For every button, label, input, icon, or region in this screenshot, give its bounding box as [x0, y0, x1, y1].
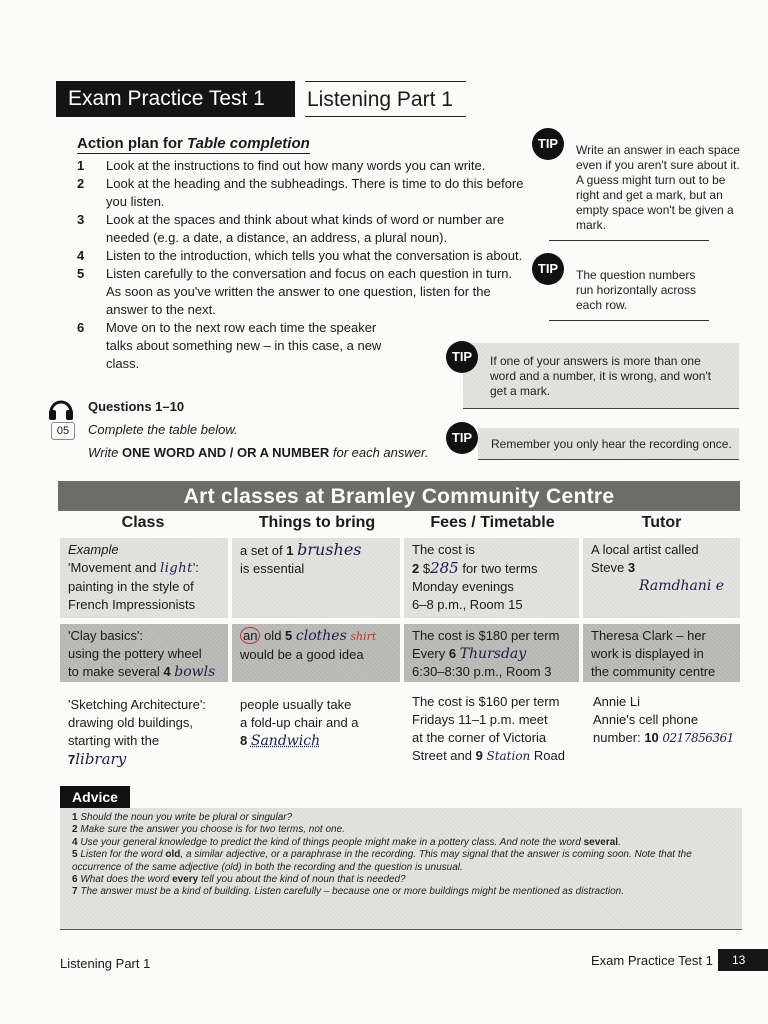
- handwritten-answer: brushes: [297, 540, 362, 559]
- tip-text-3: If one of your answers is more than one word and a number, it is wrong, and won't get a mark.: [490, 354, 712, 398]
- cell-text: Steve: [591, 560, 628, 575]
- cell-text: number:: [593, 730, 645, 745]
- question-number: 9: [475, 748, 483, 763]
- advice-text: , a similar adjective, or a paraphrase in the recording. This may signal that the answer is coming soon. Note that the occurrence of the same adjective (old) in both the recording and the question is unusual.: [72, 849, 692, 873]
- question-number: 4: [163, 664, 171, 679]
- column-header-class: Class: [121, 514, 165, 531]
- cell-text: Road: [530, 748, 565, 763]
- cell-text: using the pottery wheel: [68, 646, 202, 661]
- question-number: 10: [644, 730, 659, 745]
- step-text: Look at the instructions to find out how many words you can write.: [106, 158, 486, 173]
- action-plan-title-italic: Table completion: [187, 135, 310, 152]
- advice-number: 6: [72, 874, 78, 886]
- cell-text: 6:30–8:30 p.m., Room 3: [412, 664, 552, 679]
- tip-badge-1: TIP: [532, 128, 564, 160]
- questions-title: Questions 1–10: [88, 399, 185, 414]
- advice-item: [72, 824, 730, 836]
- tip-text-2: The question numbers run horizontally across each row.: [576, 268, 697, 312]
- question-number: 2: [412, 561, 420, 576]
- cell-text: to make several: [68, 664, 164, 679]
- test-title-banner: [56, 81, 295, 117]
- footer-test: Exam Practice Test 1: [591, 953, 713, 968]
- column-header-bring: Things to bring: [258, 514, 376, 531]
- cell-text: 'Clay basics':: [68, 628, 144, 643]
- advice-bold: several: [583, 836, 619, 848]
- table-cell: [60, 624, 228, 682]
- tip-badge-4: TIP: [446, 422, 478, 454]
- cell-text: A local artist called: [591, 542, 699, 557]
- advice-text: Make sure the answer you choose is for two terms, not one.: [80, 824, 345, 836]
- cell-text: old: [260, 628, 286, 643]
- step-text: Move on to the next row each time the speaker talks about something new – in this case, a new class.: [106, 320, 382, 371]
- table-cell: [232, 538, 400, 618]
- step-number: 6: [77, 320, 85, 335]
- table-cell: [585, 690, 745, 765]
- cell-text: The cost is $160 per term: [412, 694, 560, 709]
- column-header-tutor: Tutor: [641, 514, 682, 531]
- test-title: Exam Practice Test 1: [68, 87, 265, 110]
- table-cell: [232, 693, 400, 763]
- advice-number: 4: [72, 836, 78, 848]
- cell-text: 'Movement and: [68, 560, 161, 575]
- cell-text: the community centre: [591, 664, 716, 679]
- action-plan-title-prefix: Action plan for: [77, 135, 187, 152]
- step-item: [75, 157, 530, 175]
- cell-text: Monday evenings: [412, 579, 514, 594]
- cell-text: work is displayed in: [591, 646, 704, 661]
- table-cell: [583, 538, 740, 618]
- advice-label: Advice: [60, 786, 130, 808]
- advice-item: [72, 886, 730, 898]
- instruction-pre: Write: [88, 445, 122, 460]
- cell-text: for two terms: [458, 561, 538, 576]
- cell-text: Annie Li: [593, 694, 640, 709]
- step-item: [75, 175, 530, 211]
- step-text: Listen carefully to the conversation and focus on each question in turn. As soon as you've written the answer to one question, listen for the answer to the next.: [106, 266, 513, 317]
- handwritten-answer: clothes: [295, 628, 347, 644]
- track-number: 05: [51, 422, 75, 440]
- cell-text: a set of: [240, 543, 287, 558]
- cell-text: The cost is $180 per term: [412, 628, 560, 643]
- tip-badge-3: TIP: [446, 341, 478, 373]
- footer-section: Listening Part 1: [60, 956, 151, 971]
- advice-bold: every: [172, 874, 199, 886]
- instruction-bold: ONE WORD AND / OR A NUMBER: [121, 445, 330, 460]
- step-number: 1: [77, 158, 85, 173]
- advice-number: 5: [72, 849, 78, 861]
- step-item: [75, 319, 406, 373]
- step-text: Look at the heading and the subheadings. There is time to do this before you listen.: [106, 176, 524, 209]
- advice-text: .: [618, 836, 621, 848]
- advice-text: tell you about the kind of noun that is needed?: [198, 874, 406, 886]
- step-item: [75, 247, 530, 265]
- step-item: [75, 265, 530, 319]
- step-text: Listen to the introduction, which tells you what the conversation is about.: [106, 248, 523, 263]
- example-answer: light: [160, 561, 193, 576]
- advice-text: Use your general knowledge to predict the kind of things people might make in a pottery class. And note the word: [80, 836, 584, 848]
- cell-text: Fridays 11–1 p.m. meet: [412, 712, 548, 727]
- instruction-words: [88, 445, 428, 460]
- question-number: 6: [448, 646, 457, 661]
- cell-text: starting with the: [68, 733, 160, 748]
- advice-text: Should the noun you write be plural or singular?: [80, 812, 293, 823]
- cell-text: 'Sketching Architecture':: [68, 697, 206, 712]
- tip-text-4: Remember you only hear the recording once.: [491, 437, 732, 451]
- cell-text: is essential: [240, 561, 305, 576]
- advice-item: [72, 874, 730, 886]
- cell-text: Theresa Clark – her: [591, 628, 706, 643]
- table-cell: [232, 624, 400, 682]
- advice-text: The answer must be a kind of building. Listen carefully – because one or more buildings might be mentioned as distraction.: [80, 886, 624, 898]
- cell-text: Street and: [412, 748, 476, 763]
- handwritten-answer: 285: [430, 559, 459, 577]
- step-number: 3: [77, 212, 85, 227]
- handwritten-answer: Station: [486, 749, 531, 763]
- cell-text: drawing old buildings,: [68, 715, 194, 730]
- handwritten-answer: library: [75, 750, 127, 768]
- handwritten-answer: Ramdhani e: [639, 578, 725, 594]
- step-number: 4: [77, 248, 85, 263]
- tip-badge-2: TIP: [532, 253, 564, 285]
- step-item: [75, 211, 530, 247]
- cell-text: at the corner of Victoria: [412, 730, 547, 745]
- tip-divider: [549, 240, 709, 241]
- cell-text: Every: [412, 646, 449, 661]
- advice-item: [72, 812, 730, 824]
- advice-box: [60, 808, 742, 930]
- red-correction: shirt: [350, 630, 377, 643]
- question-number: 8: [240, 733, 248, 748]
- cell-text: ': painting in the style of French Impressionists: [68, 560, 199, 612]
- tip-divider: [549, 320, 709, 321]
- table-cell: [583, 624, 740, 682]
- handwritten-answer: Thursday: [459, 646, 527, 662]
- cell-text: would be a good idea: [240, 647, 364, 662]
- step-number: 5: [77, 266, 85, 281]
- headphones-icon: [47, 396, 75, 422]
- example-label: Example: [68, 542, 119, 557]
- cell-text: a fold-up chair and a: [240, 715, 359, 730]
- advice-number: 1: [72, 812, 78, 823]
- table-cell: [60, 538, 228, 618]
- cell-text: $: [419, 561, 431, 576]
- cell-text: people usually take: [240, 697, 352, 712]
- advice-item: [72, 849, 730, 874]
- cell-text: Annie's cell phone: [593, 712, 699, 727]
- table-title: Art classes at Bramley Community Centre: [58, 481, 740, 511]
- handwritten-answer: Sandwich: [250, 733, 321, 749]
- action-plan-title: [77, 135, 310, 152]
- advice-text: What does the word: [80, 874, 173, 886]
- advice-number: 2: [72, 824, 78, 836]
- cell-text: The cost is: [412, 542, 475, 557]
- advice-text: Listen for the word: [80, 849, 166, 861]
- handwritten-answer: bowls: [174, 664, 216, 680]
- question-number: 3: [627, 560, 636, 575]
- table-cell: [404, 538, 579, 618]
- cell-text: 6–8 p.m., Room 15: [412, 597, 523, 612]
- step-number: 2: [77, 176, 85, 191]
- tip-text-1: Write an answer in each space even if you aren't sure about it. A guess might turn out to be right and get a mark, but an empty space won't be given a mark.: [576, 143, 740, 232]
- question-number: 5: [285, 628, 293, 643]
- advice-bold: old: [165, 849, 181, 861]
- section-title: Listening Part 1: [305, 81, 466, 117]
- advice-number: 7: [72, 886, 78, 898]
- question-number: 7: [68, 752, 76, 767]
- circled-word: an: [240, 627, 260, 644]
- page-number: 13: [718, 949, 768, 971]
- instruction-complete: Complete the table below.: [88, 422, 238, 437]
- advice-item: [72, 837, 730, 849]
- instruction-post: for each answer.: [329, 445, 429, 460]
- table-cell: [404, 624, 579, 682]
- step-text: Look at the spaces and think about what kinds of word or number are needed (e.g. a date, a distance, an address, a plural noun).: [106, 212, 505, 245]
- column-header-fees: Fees / Timetable: [430, 514, 555, 531]
- table-cell: [404, 690, 579, 765]
- handwritten-answer: 0217856361: [662, 731, 734, 745]
- question-number: 1: [286, 543, 294, 558]
- table-cell: [60, 693, 228, 768]
